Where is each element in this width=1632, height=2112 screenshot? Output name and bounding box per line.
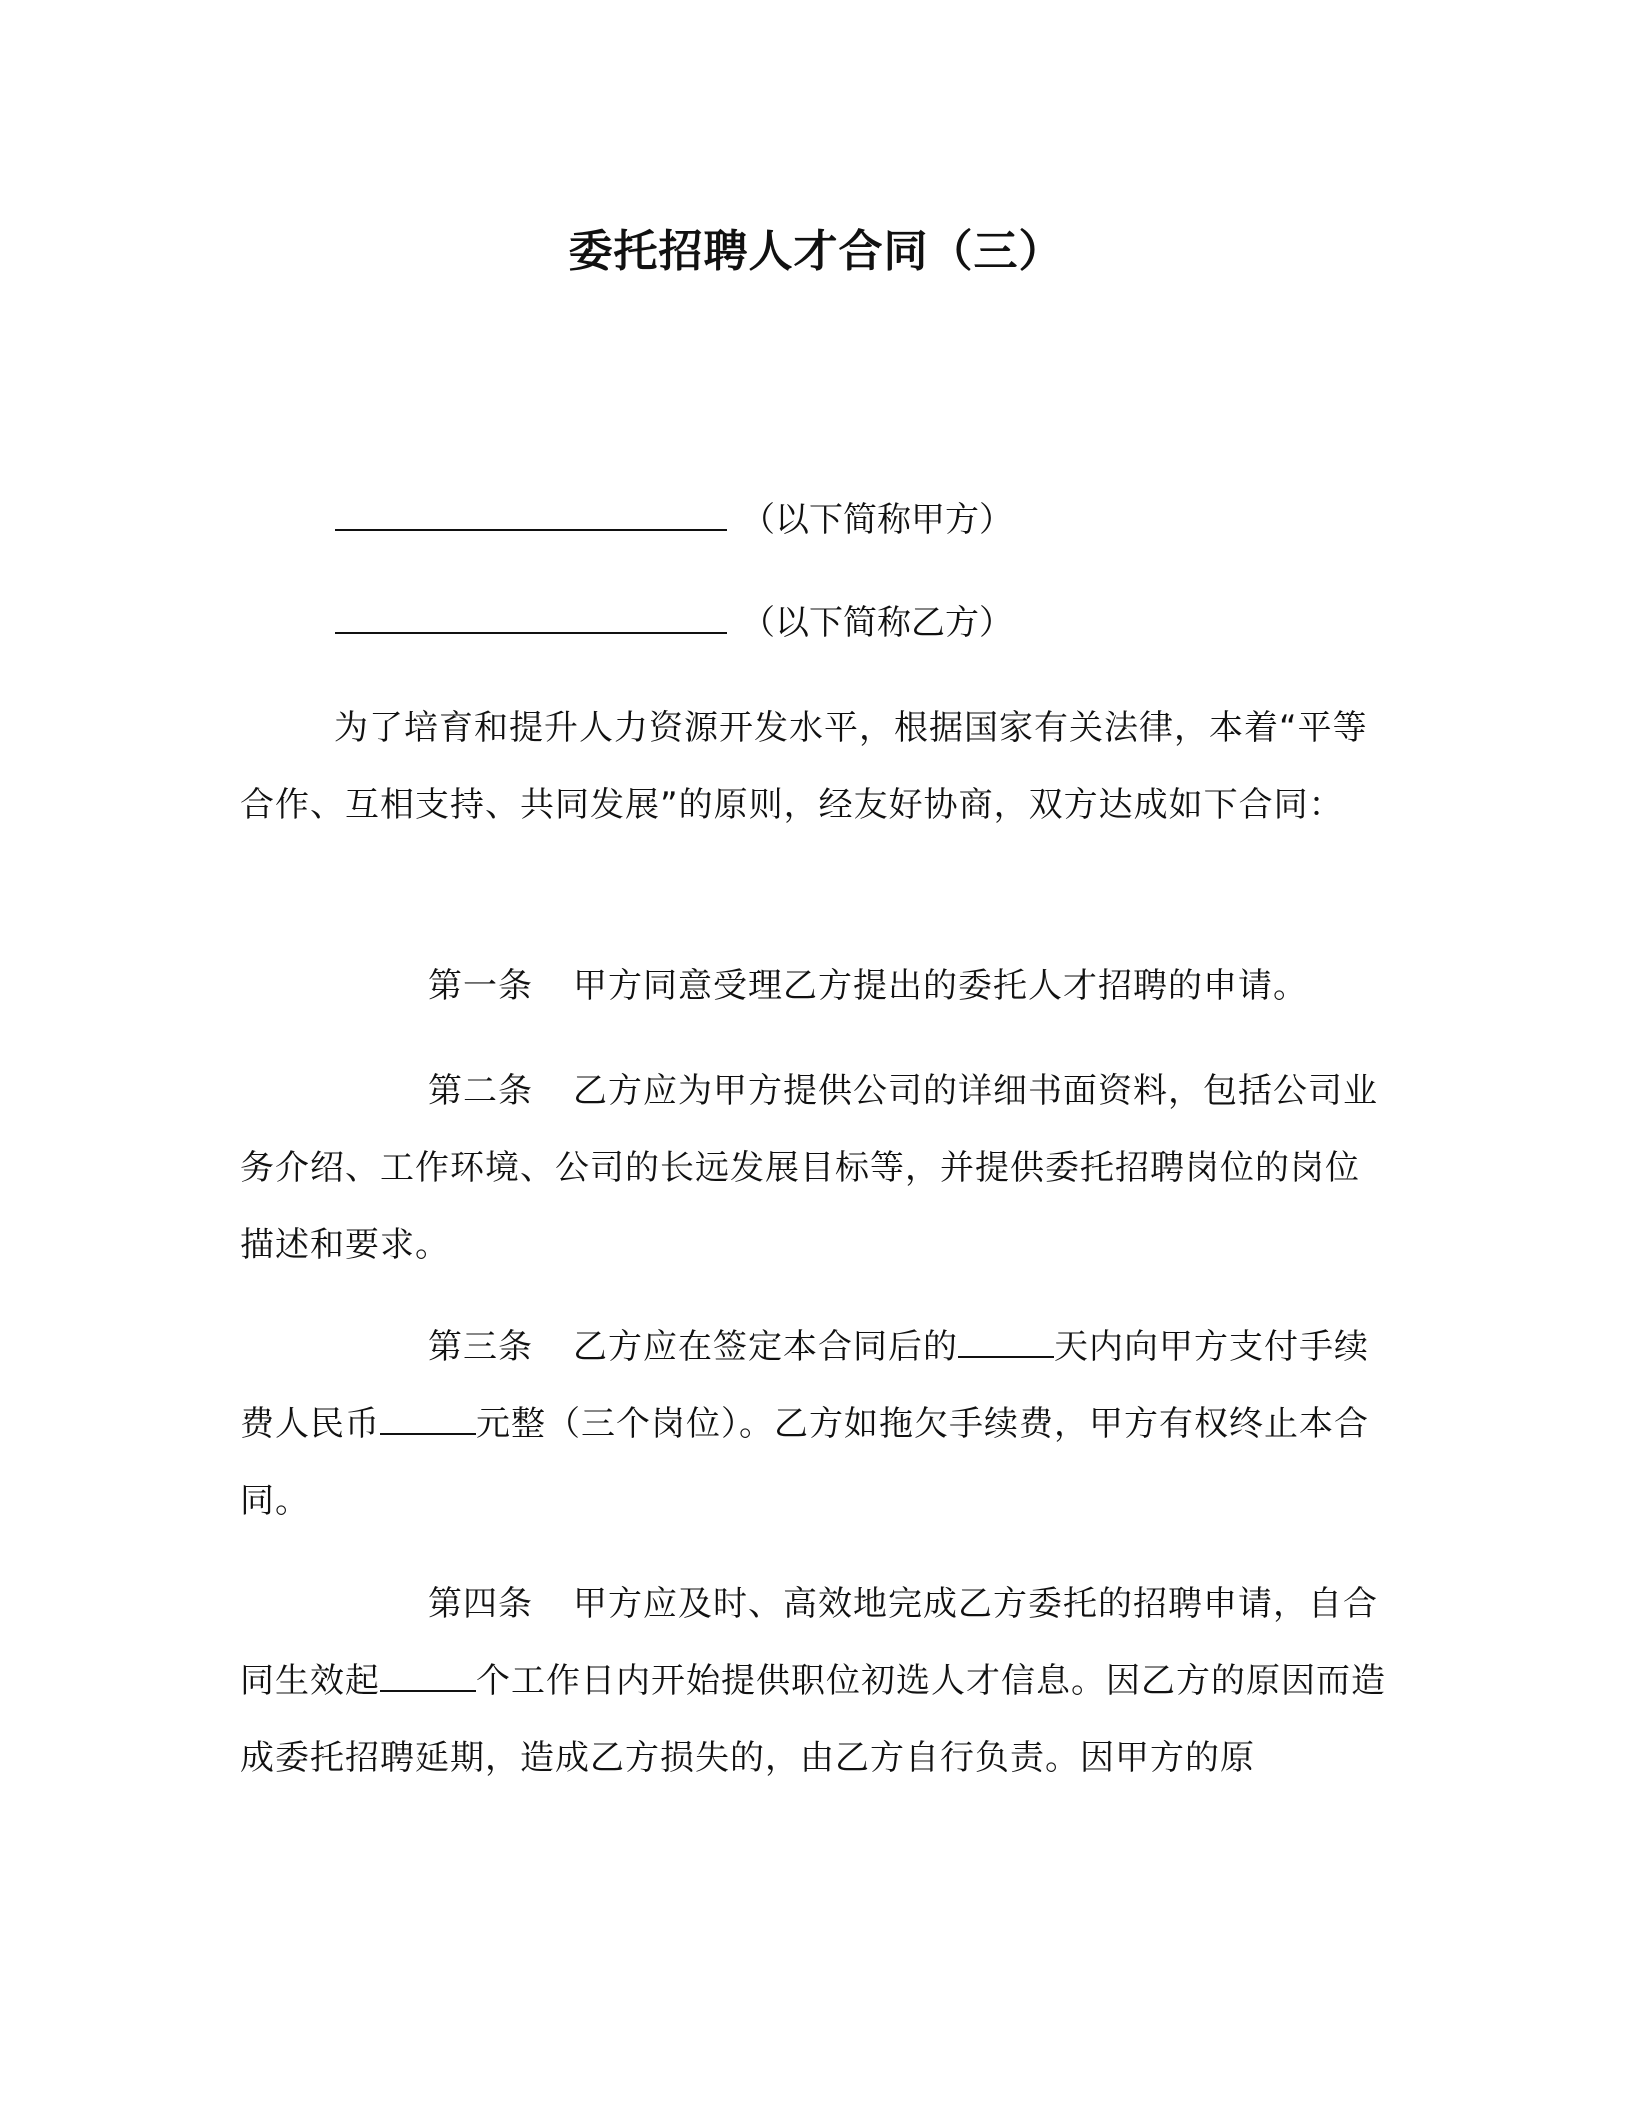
days-blank[interactable] bbox=[958, 1326, 1054, 1358]
party-a-blank[interactable] bbox=[335, 499, 727, 531]
party-a-label: （以下简称甲方） bbox=[741, 500, 1013, 540]
article-3-number: 第三条 bbox=[428, 1327, 533, 1367]
article-1-text: 甲方同意受理乙方提出的委托人才招聘的申请。 bbox=[573, 966, 1308, 1006]
article-2-text: 乙方应为甲方提供公司的详细书面资料，包括公司业务介绍、工作环境、公司的长远发展目标等，并提供委托招聘岗位的岗位描述和要求。 bbox=[240, 1071, 1378, 1265]
article-4-number: 第四条 bbox=[428, 1584, 533, 1624]
article-3-text-3: 元整（三个岗位）。乙方如拖欠手续费，甲方有权终止本合同。 bbox=[240, 1404, 1369, 1521]
article-4-text-1: 甲方应及时、高效地完成乙方委托的招聘申请，自合同生效起 bbox=[240, 1584, 1378, 1701]
article-3-text-2: 天内向甲方支付手续费人民币 bbox=[240, 1327, 1369, 1444]
article-4 bbox=[240, 1566, 1390, 1797]
article-1 bbox=[240, 948, 1390, 1025]
article-3-text-1: 乙方应在签定本合同后的 bbox=[573, 1327, 958, 1367]
article-1-number: 第一条 bbox=[428, 966, 533, 1006]
intro-paragraph: 为了培育和提升人力资源开发水平，根据国家有关法律，本着“平等合作、互相支持、共同发展”的原则，经友好协商，双方达成如下合同： bbox=[240, 708, 1368, 825]
article-3 bbox=[240, 1309, 1390, 1540]
workdays-blank[interactable] bbox=[380, 1660, 476, 1692]
document-title: 委托招聘人才合同（三） bbox=[568, 226, 1064, 277]
party-b-blank[interactable] bbox=[335, 602, 727, 634]
party-b-label: （以下简称乙方） bbox=[741, 603, 1013, 643]
article-2 bbox=[240, 1053, 1390, 1284]
party-a-line bbox=[335, 495, 1013, 545]
article-2-number: 第二条 bbox=[428, 1071, 533, 1111]
fee-amount-blank[interactable] bbox=[380, 1403, 476, 1435]
article-4-text-2: 个工作日内开始提供职位初选人才信息。因乙方的原因而造成委托招聘延期，造成乙方损失的，由乙方自行负责。因甲方的原 bbox=[240, 1661, 1386, 1778]
party-b-line bbox=[335, 598, 1013, 648]
